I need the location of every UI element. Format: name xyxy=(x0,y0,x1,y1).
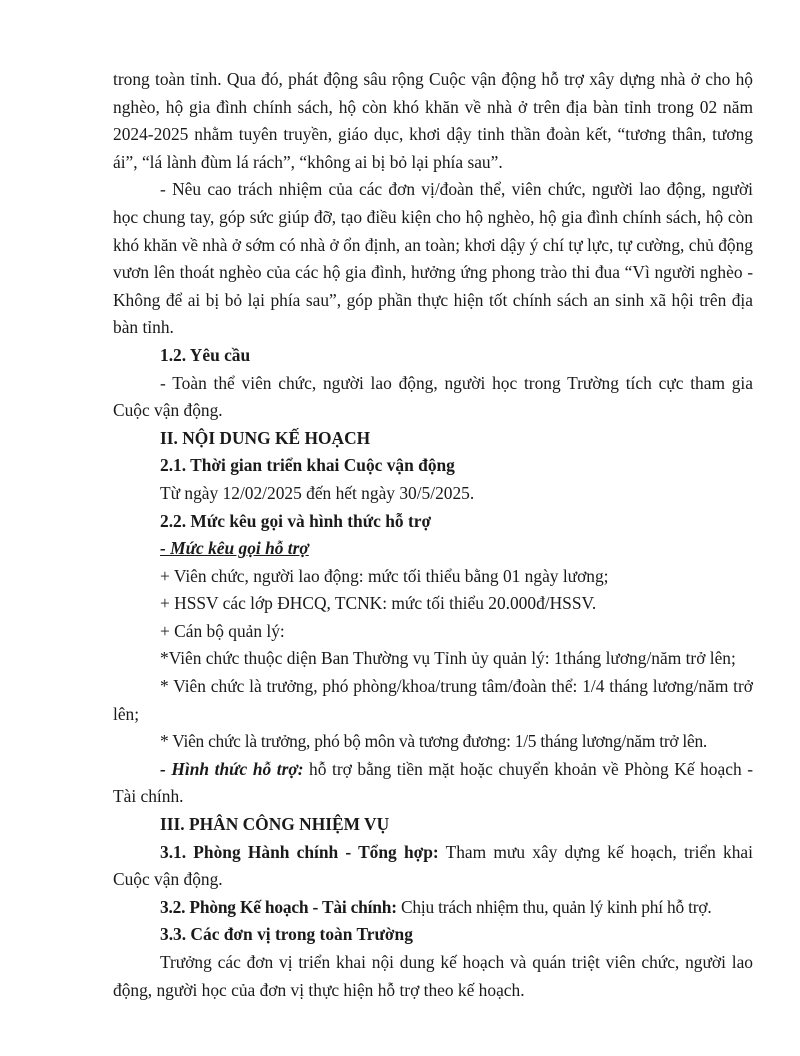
list-item-students: + HSSV các lớp ĐHCQ, TCNK: mức tối thiểu 20.000đ/HSSV. xyxy=(160,593,597,614)
heading-3-3: 3.3. Các đơn vị trong toàn Trường xyxy=(160,924,413,945)
paragraph-units: Trưởng các đơn vị triển khai nội dung kế hoạch và quán triệt viên chức, người lao động, người học của đơn vị thực hiện hỗ trợ theo kế hoạch. xyxy=(113,952,753,1000)
paragraph-timeframe: Từ ngày 12/02/2025 đến hết ngày 30/5/2025. xyxy=(160,482,475,503)
heading-support-level: - Mức kêu gọi hỗ trợ xyxy=(160,538,309,559)
label-3-2: 3.2. Phòng Kế hoạch - Tài chính: xyxy=(160,896,397,917)
heading-2-1: 2.1. Thời gian triển khai Cuộc vận động xyxy=(160,455,455,476)
text-3-2: Chịu trách nhiệm thu, quản lý kinh phí hỗ trợ. xyxy=(396,896,712,917)
paragraph-3-2 xyxy=(113,894,753,922)
heading-2-2: 2.2. Mức kêu gọi và hình thức hỗ trợ xyxy=(160,510,432,531)
heading-section-II: II. NỘI DUNG KẾ HOẠCH xyxy=(160,427,371,448)
heading-section-III: III. PHÂN CÔNG NHIỆM VỤ xyxy=(160,814,390,835)
heading-1-2: 1.2. Yêu cầu xyxy=(160,344,251,365)
list-item-staff: + Viên chức, người lao động: mức tối thiểu bằng 01 ngày lương; xyxy=(160,565,609,586)
text-3-1: Tham mưu xây dựng kế hoạch, triển khai Cuộc vận động. xyxy=(113,841,753,890)
list-item-provincial-managed: *Viên chức thuộc diện Ban Thường vụ Tỉnh ủy quản lý: 1tháng lương/năm trở lên; xyxy=(160,648,736,669)
paragraph-requirement: - Toàn thể viên chức, người lao động, người học trong Trường tích cực tham gia Cuộc vận động. xyxy=(113,372,753,421)
paragraph-intro-continued: trong toàn tỉnh. Qua đó, phát động sâu rộng Cuộc vận động hỗ trợ xây dựng nhà ở cho hộ nghèo, hộ gia đình chính sách, hộ còn khó khăn về nhà ở trên địa bàn tỉnh trong 02 năm 2024-2025 nhằm tuyên truyền, giáo dục, khơi dậy tinh thần đoàn kết, “tương thân, tương ái”, “lá lành đùm lá rách”, “không ai bị bỏ lại phía sau”. xyxy=(113,69,753,172)
list-item-department-heads: * Viên chức là trưởng, phó phòng/khoa/trung tâm/đoàn thể: 1/4 tháng lương/năm trở lên; xyxy=(113,676,753,724)
support-form-text: hỗ trợ bằng tiền mặt hoặc chuyển khoản về Phòng Kế hoạch - Tài chính. xyxy=(113,758,753,807)
support-form-label: - Hình thức hỗ trợ: xyxy=(160,758,304,779)
paragraph-support-form xyxy=(113,756,753,811)
document-page xyxy=(113,66,753,1004)
list-item-managers: + Cán bộ quản lý: xyxy=(160,620,285,641)
paragraph-responsibility: - Nêu cao trách nhiệm của các đơn vị/đoàn thể, viên chức, người lao động, người học chung tay, góp sức giúp đỡ, tạo điều kiện cho hộ nghèo, hộ gia đình chính sách, hộ còn khó khăn về nhà ở sớm có nhà ở ổn định, an toàn; khơi dậy ý chí tự lực, tự cường, chủ động vươn lên thoát nghèo của các hộ gia đình, hưởng ứng phong trào thi đua “Vì người nghèo - Không để ai bị bỏ lại phía sau”, góp phần thực hiện tốt chính sách an sinh xã hội trên địa bàn tỉnh. xyxy=(113,179,753,338)
paragraph-3-1 xyxy=(113,839,753,894)
list-item-subject-heads: * Viên chức là trưởng, phó bộ môn và tương đương: 1/5 tháng lương/năm trở lên. xyxy=(160,731,708,752)
label-3-1: 3.1. Phòng Hành chính - Tổng hợp: xyxy=(160,841,439,862)
